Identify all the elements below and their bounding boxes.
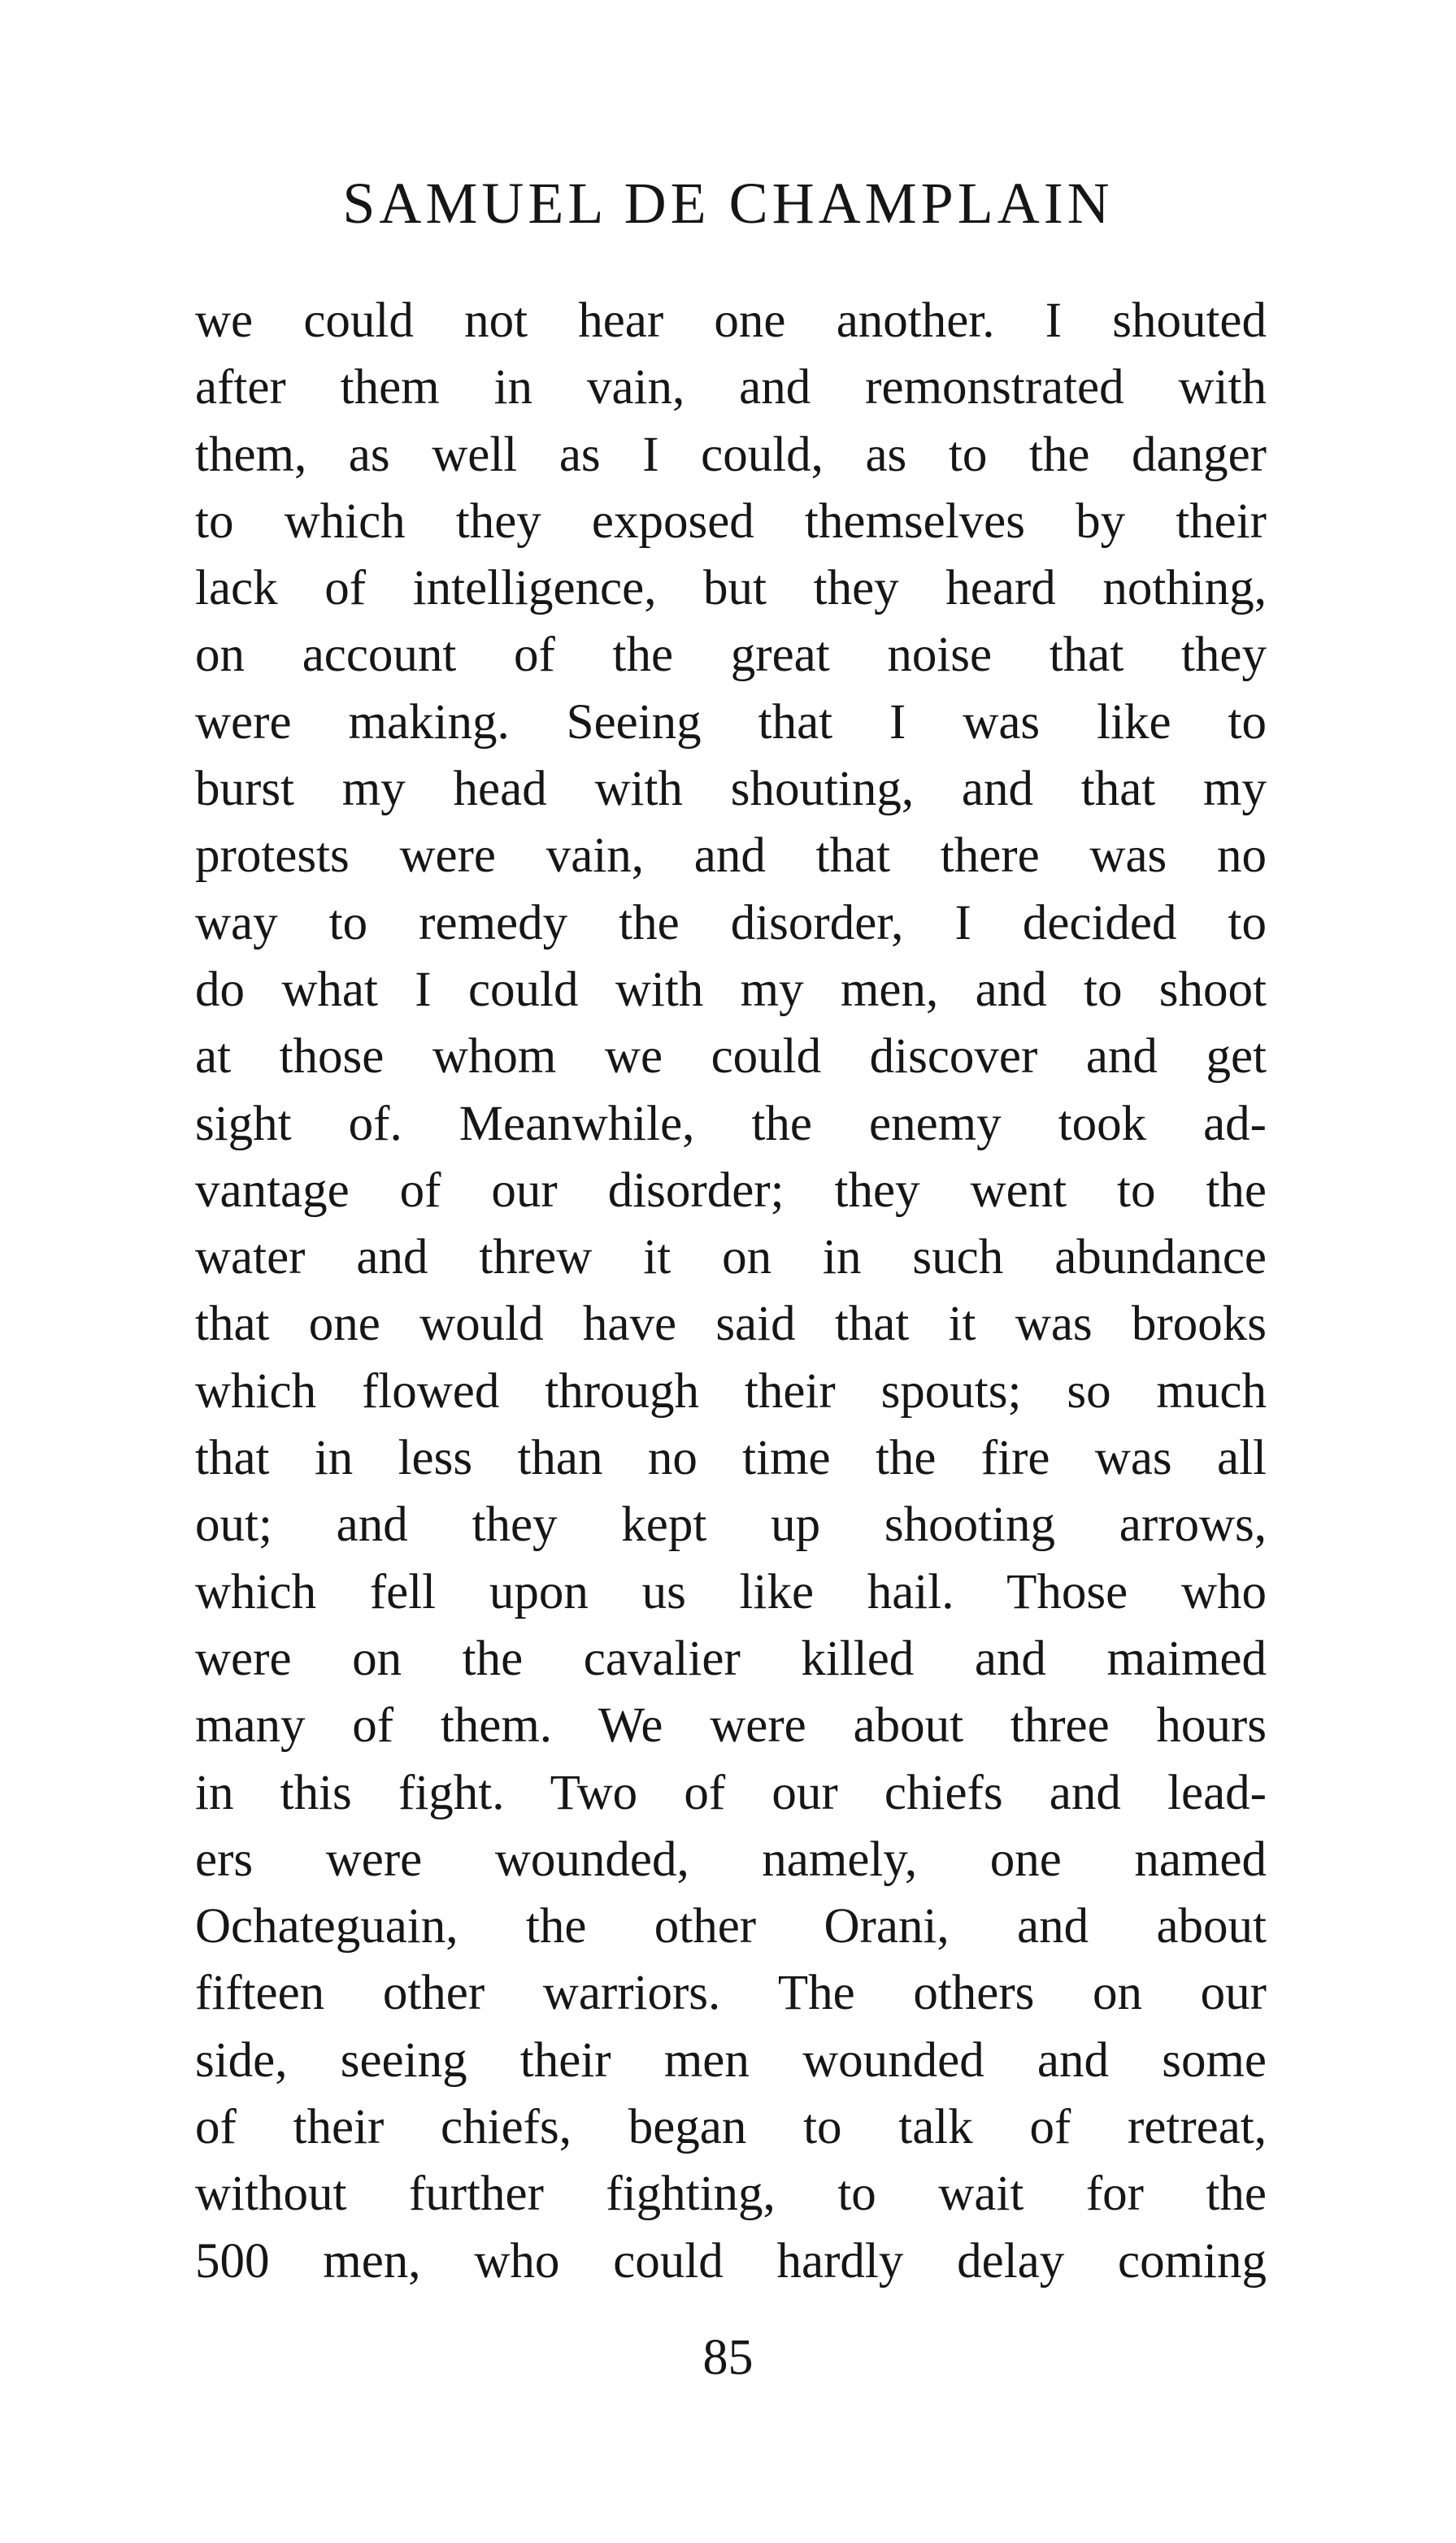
text-line: many of them. We were about three hours (195, 1698, 1267, 1754)
page-number: 85 (702, 2330, 754, 2385)
body-text (195, 288, 1267, 2295)
text-line: water and threw it on in such abundance (195, 1230, 1267, 1285)
text-line: which flowed through their spouts; so much (195, 1363, 1267, 1419)
text-line: fifteen other warriors. The others on our (195, 1966, 1267, 2021)
text-line: in this fight. Two of our chiefs and lead- (195, 1765, 1267, 1820)
text-line: sight of. Meanwhile, the enemy took ad- (195, 1096, 1267, 1151)
text-line: 500 men, who could hardly delay coming (195, 2233, 1267, 2289)
text-line: at those whom we could discover and get (195, 1029, 1267, 1085)
text-line: them, as well as I could, as to the danger (195, 427, 1267, 482)
text-line: do what I could with my men, and to shoot (195, 962, 1267, 1017)
text-line: ers were wounded, namely, one named (195, 1832, 1267, 1887)
text-line: Ochateguain, the other Orani, and about (195, 1899, 1267, 1954)
text-line: side, seeing their men wounded and some (195, 2032, 1267, 2088)
text-line: out; and they kept up shooting arrows, (195, 1498, 1267, 1553)
text-line: were making. Seeing that I was like to (195, 694, 1267, 750)
text-line: that one would have said that it was brooks (195, 1297, 1267, 1352)
text-line: lack of intelligence, but they heard nothing, (195, 561, 1267, 616)
text-line: without further fighting, to wait for the (195, 2167, 1267, 2222)
text-line: vantage of our disorder; they went to the (195, 1163, 1267, 1218)
text-line: of their chiefs, began to talk of retreat, (195, 2100, 1267, 2155)
text-line: protests were vain, and that there was no (195, 828, 1267, 884)
text-line: which fell upon us like hail. Those who (195, 1564, 1267, 1619)
running-head: SAMUEL DE CHAMPLAIN (342, 171, 1114, 236)
text-line: after them in vain, and remonstrated with (195, 360, 1267, 415)
text-line: way to remedy the disorder, I decided to (195, 895, 1267, 950)
text-line: burst my head with shouting, and that my (195, 762, 1267, 817)
text-line: that in less than no time the fire was all (195, 1431, 1267, 1486)
text-line: were on the cavalier killed and maimed (195, 1631, 1267, 1686)
text-line: to which they exposed themselves by their (195, 493, 1267, 549)
text-line: we could not hear one another. I shouted (195, 293, 1267, 348)
text-line: on account of the great noise that they (195, 628, 1267, 683)
